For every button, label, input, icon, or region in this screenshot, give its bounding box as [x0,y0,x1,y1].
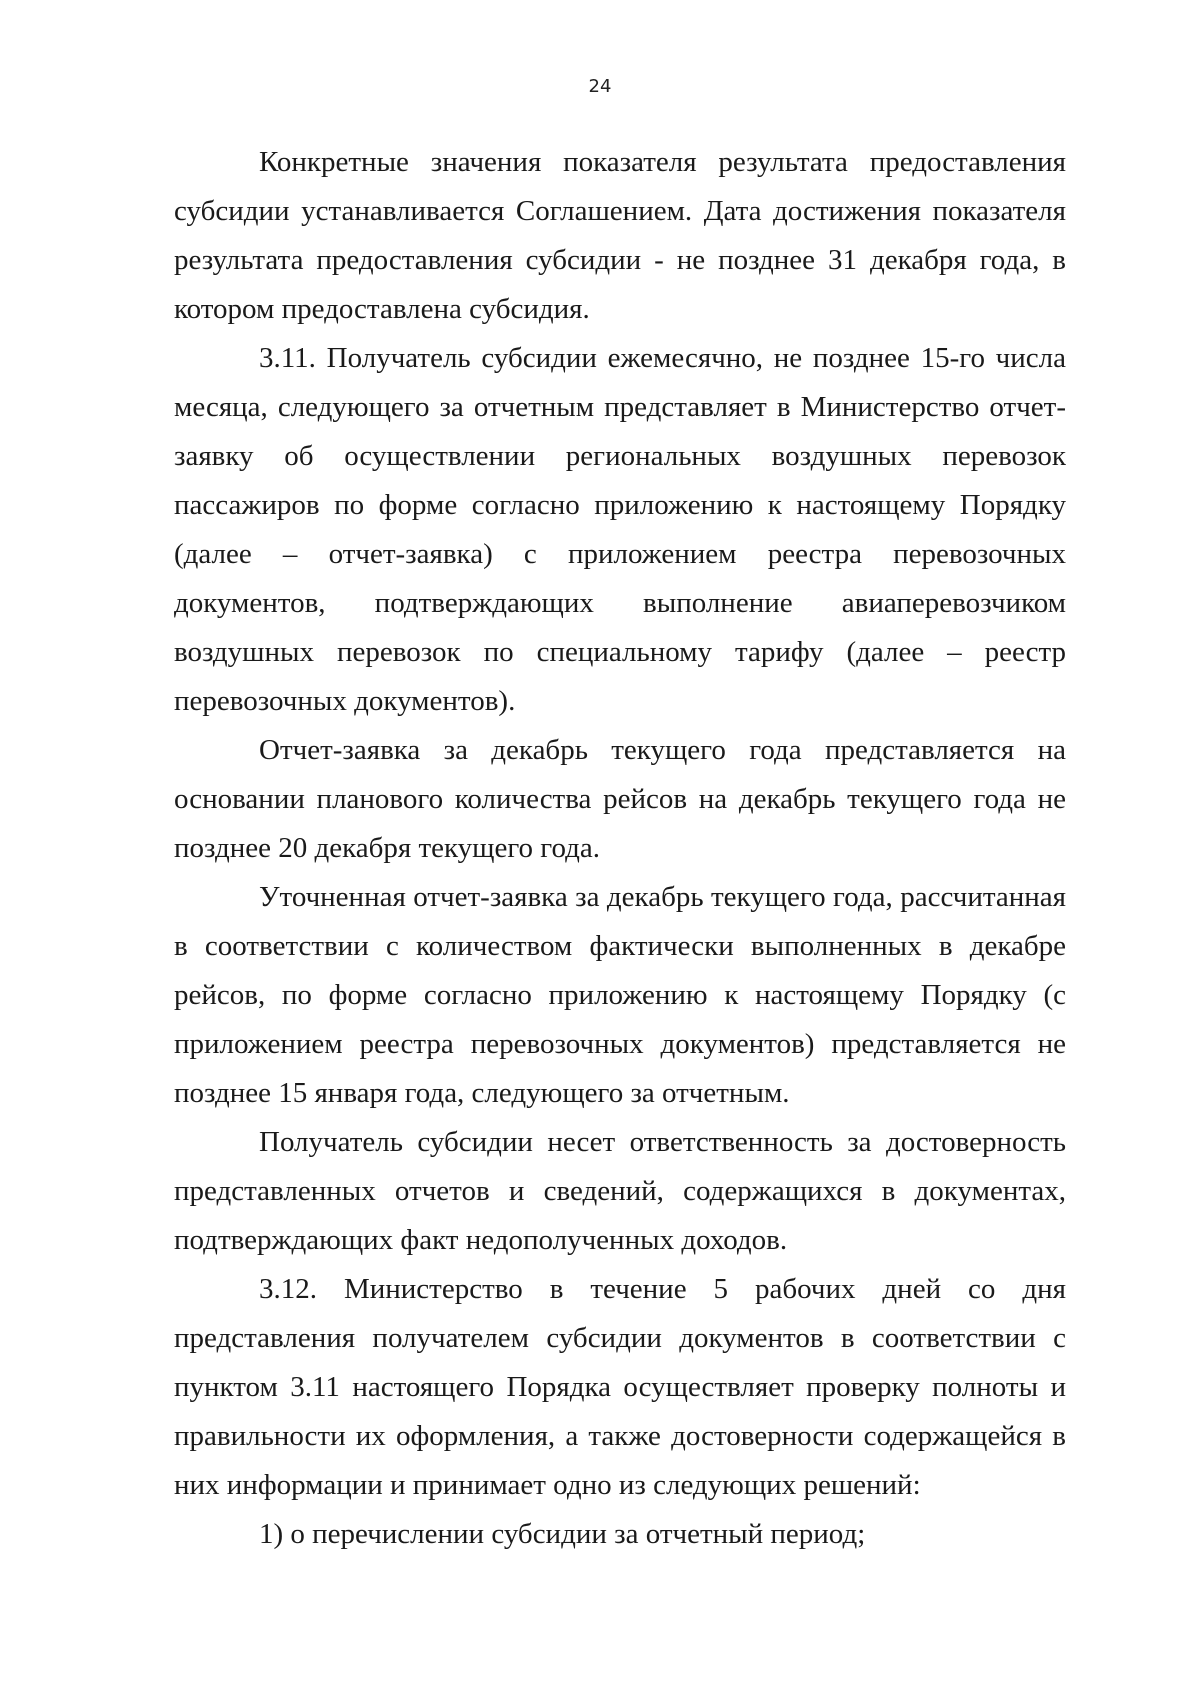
page-number: 24 [588,76,612,97]
paragraph-responsibility: Получатель субсидии несет ответственность за достоверность представленных отчетов и сведений, содержащихся в документах, подтверждающих факт недополученных доходов. [174,1126,1066,1256]
paragraph-decision-1: 1) о перечислении субсидии за отчетный период; [259,1518,866,1550]
paragraph-3-12: 3.12. Министерство в течение 5 рабочих дней со дня представления получателем субсидии документов в соответствии с пунктом 3.11 настоящего Порядка осуществляет проверку полноты и правильности их оформления, а также достоверности содержащейся в них информации и принимает одно из следующих решений: [174,1273,1066,1501]
paragraph-december-report: Отчет-заявка за декабрь текущего года представляется на основании планового количества рейсов на декабрь текущего года не позднее 20 декабря текущего года. [174,734,1066,864]
paragraph-result-indicator: Конкретные значения показателя результата предоставления субсидии устанавливается Соглашением. Дата достижения показателя результата предоставления субсидии - не позднее 31 декабря года, в котором предоставлена субсидия. [174,146,1066,325]
paragraph-3-11: 3.11. Получатель субсидии ежемесячно, не позднее 15-го числа месяца, следующего за отчетным представляет в Министерство отчет-заявку об осуществлении региональных воздушных перевозок пассажиров по форме согласно приложению к настоящему Порядку (далее – отчет-заявка) с приложением реестра перевозочных документов, подтверждающих выполнение авиаперевозчиком воздушных перевозок по специальному тарифу (далее – реестр перевозочных документов). [174,342,1066,717]
paragraph-refined-report: Уточненная отчет-заявка за декабрь текущего года, рассчитанная в соответствии с количеством фактически выполненных в декабре рейсов, по форме согласно приложению к настоящему Порядку (с приложением реестра перевозочных документов) представляется не позднее 15 января года, следующего за отчетным. [174,881,1066,1109]
document-body [174,138,1066,1559]
